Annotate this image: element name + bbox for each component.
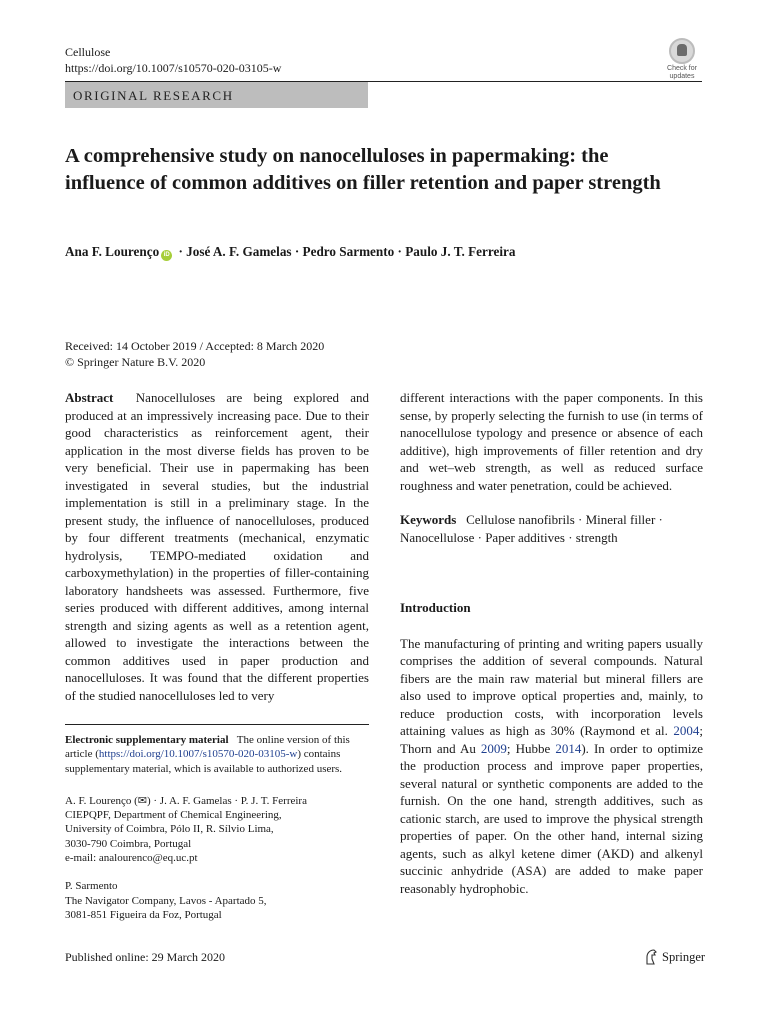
esm-note xyxy=(65,733,369,776)
orcid-icon[interactable]: iD xyxy=(161,250,172,261)
section-tag: ORIGINAL RESEARCH xyxy=(65,82,368,108)
affiliation-1-line: A. F. Lourenço (✉) · J. A. F. Gamelas · P. J. T. Ferreira xyxy=(65,794,307,807)
springer-horse-icon xyxy=(644,949,658,965)
author-email[interactable]: e-mail: analourenco@eq.uc.pt xyxy=(65,852,198,865)
affiliation-1-line: CIEPQPF, Department of Chemical Engineering, xyxy=(65,809,282,822)
badge-line-2: updates xyxy=(669,73,695,80)
esm-text-1: The online version of this article ( xyxy=(65,734,350,761)
affiliation-2-line: The Navigator Company, Lavos - Apartado 5, xyxy=(65,894,267,907)
publisher-logo xyxy=(644,948,705,966)
affiliation-1-line: University of Coimbra, Pólo II, R. Sílvio Lima, xyxy=(65,823,274,836)
author-separator: · xyxy=(175,244,187,259)
introduction-heading: Introduction xyxy=(400,600,471,615)
intro-text-4: ). In order to optimize the production process and improve paper properties, several natural or synthetic components are added to the furnish. On the one hand, strength additives, such as cationic starch, are used to improve the physical strength properties of paper. On the other hand, internal sizing agents, such as alkyl ketene dimer (AKD) and alkenyl succinic anhydride (ASA) are added to make paper reasonably hydrophobic. xyxy=(400,740,703,896)
journal-header xyxy=(65,44,281,76)
bookmark-icon xyxy=(669,38,695,64)
keywords-heading: Keywords xyxy=(400,512,457,527)
publisher-name: Springer xyxy=(662,950,706,964)
introduction-paragraph xyxy=(400,635,703,898)
abstract-text-left: Nanocelluloses are being explored and produced at an impressively increasing pace. Due to their good characteristics as reinforcement agent, their application in the most diverse fields has proven to be very beneficial. Their use in papermaking has been investigated in several studies, but the industrial implementation is still in a preliminary stage. In the present study, the influence of nanocelluloses, produced by four different treatments (mechanical, enzymatic hydrolysis, TEMPO-mediated oxidation and carboxymethylation) in the properties of filler-containing laboratory handsheets was assessed. Furthermore, five series produced with different additives, among internal strength and sizing agents as well as a retention agent, allowed to investigate the interactions between the common additives used in paper production and nanocelluloses. It was found that the different properties of the studied nanocelluloses led to very xyxy=(65,390,369,703)
article-title: A comprehensive study on nanocelluloses in papermaking: the influence of common additives on filler retention and paper strength xyxy=(65,145,661,194)
article-dates xyxy=(65,338,324,370)
badge-line-1: Check for xyxy=(667,65,697,72)
citation-link[interactable]: 2004 xyxy=(673,723,700,738)
intro-text-1: The manufacturing of printing and writing papers usually comprises the addition of several compounds. Natural fibers are the main raw material but mineral fillers are also used to improve optical properties and, mainly, to reduce production costs, with incorporation levels attaining values as high as 30% (Raymond et al. xyxy=(400,635,703,738)
esm-heading: Electronic supplementary material xyxy=(65,734,229,746)
author-others: José A. F. Gamelas · Pedro Sarmento · Paulo J. T. Ferreira xyxy=(186,244,516,259)
affiliation-2-line: P. Sarmento xyxy=(65,880,118,893)
abstract-text-right: different interactions with the paper components. In this sense, by properly selecting the furnish to use (in terms of nanocellulose typology and presence or absence of each additive), high improvements of filler retention and dry and wet–web strength, as well as reduced surface roughness and water penetration, could be achieved. xyxy=(400,390,703,493)
published-date: Published online: 29 March 2020 xyxy=(65,950,225,964)
citation-link[interactable]: 2014 xyxy=(555,740,582,756)
abstract-heading: Abstract xyxy=(65,390,114,405)
footnotes xyxy=(65,733,369,922)
author-list xyxy=(65,243,705,261)
abstract-paragraph xyxy=(65,389,369,704)
right-column xyxy=(400,389,703,897)
check-for-updates-badge[interactable] xyxy=(660,38,704,80)
journal-name: Cellulose xyxy=(65,45,111,59)
citation-link[interactable]: 2009 xyxy=(480,740,507,756)
affiliation-1-line: 3030-790 Coimbra, Portugal xyxy=(65,837,192,850)
intro-text-3: ; Hubbe xyxy=(506,740,556,756)
affiliation-2-line: 3081-851 Figueira da Foz, Portugal xyxy=(65,908,222,921)
esm-text-2: ) contains supplementary material, which is available to authorized users. xyxy=(65,748,343,775)
article-doi[interactable]: https://doi.org/10.1007/s10570-020-03105-w xyxy=(65,61,282,75)
received-accepted: Received: 14 October 2019 / Accepted: 8 March 2020 xyxy=(65,339,325,353)
copyright: © Springer Nature B.V. 2020 xyxy=(65,355,206,369)
keywords-text: Cellulose nanofibrils · Mineral filler · Nanocellulose · Paper additives · strength xyxy=(400,512,663,545)
intro-text-2: ; Thorn and Au xyxy=(400,723,703,756)
esm-link[interactable]: https://doi.org/10.1007/s10570-020-03105-w xyxy=(98,748,298,761)
author-first[interactable]: Ana F. Lourenço xyxy=(65,244,160,259)
footnote-rule xyxy=(65,724,369,725)
keywords-paragraph xyxy=(400,511,703,546)
abstract-left-column xyxy=(65,389,369,704)
